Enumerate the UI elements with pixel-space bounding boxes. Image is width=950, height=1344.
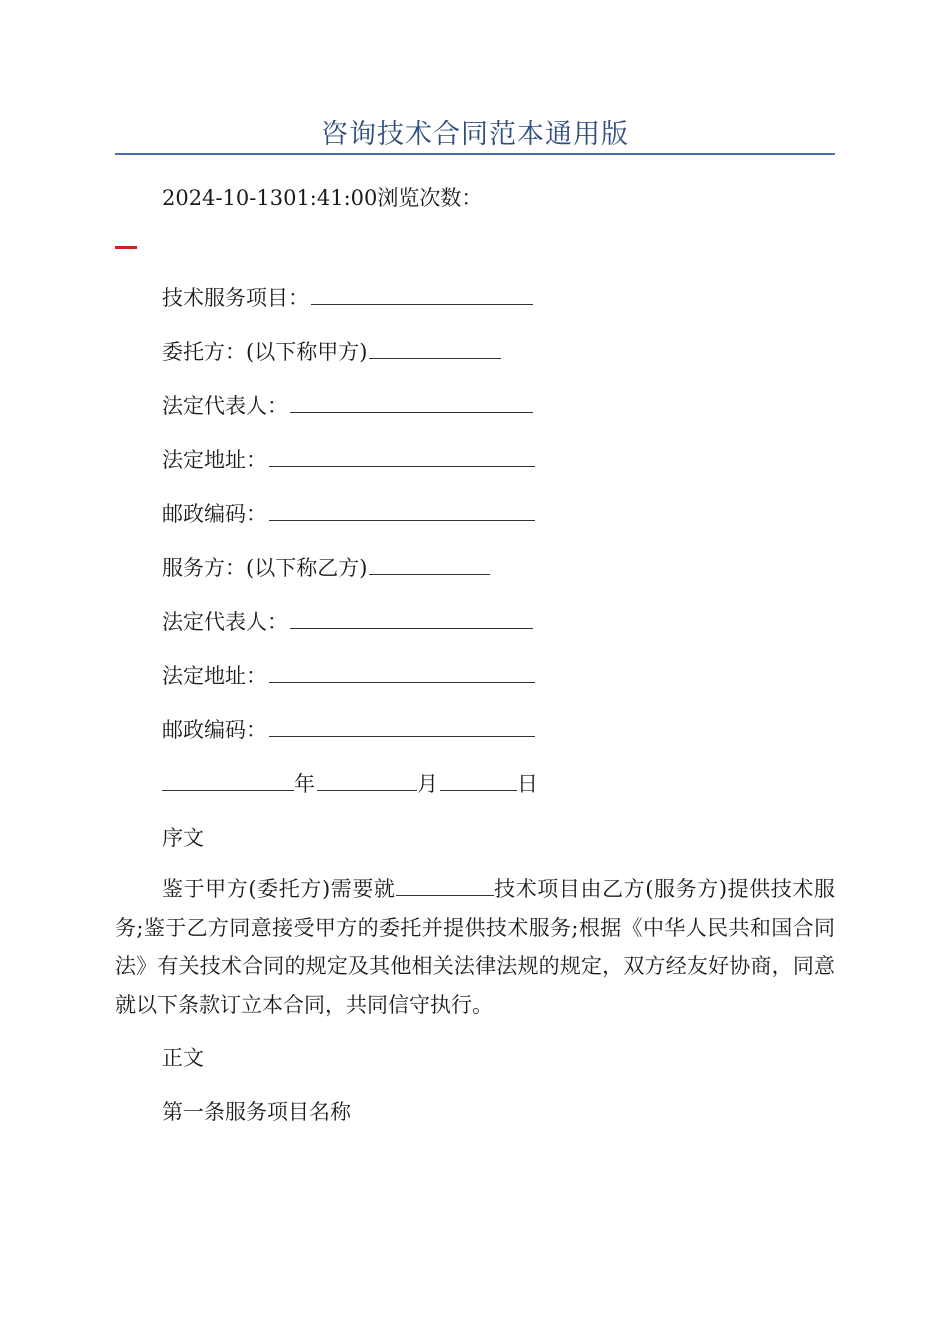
month-blank <box>317 772 417 791</box>
field-label: 法定代表人： <box>162 394 288 418</box>
field-provider-address <box>162 660 535 690</box>
blank-line <box>369 556 490 575</box>
views-label: 浏览次数： <box>377 186 483 210</box>
field-label: 邮政编码： <box>162 718 267 742</box>
red-marker <box>115 246 137 249</box>
field-label: 委托方：(以下称甲方) <box>162 340 368 364</box>
blank-line <box>290 394 533 413</box>
field-provider-rep <box>162 606 533 636</box>
project-blank <box>396 877 494 896</box>
field-label: 法定地址： <box>162 448 267 472</box>
day-blank <box>440 772 517 791</box>
meta-line <box>162 182 482 212</box>
field-client-rep <box>162 390 533 420</box>
field-service-project <box>162 282 533 312</box>
title-divider <box>115 153 835 155</box>
field-label: 法定代表人： <box>162 610 288 634</box>
document-title: 咨询技术合同范本通用版 <box>321 119 629 150</box>
blank-line <box>369 340 501 359</box>
date-line <box>162 768 538 798</box>
timestamp: 2024-10-1301:41:00 <box>162 186 378 210</box>
field-provider <box>162 552 490 582</box>
blank-line <box>269 502 535 521</box>
body-heading: 正文 <box>162 1046 204 1070</box>
blank-line <box>269 664 535 683</box>
month-label: 月 <box>417 772 438 796</box>
field-label: 技术服务项目： <box>162 286 309 310</box>
field-client <box>162 336 501 366</box>
field-provider-postcode <box>162 714 535 744</box>
article-1-heading: 第一条服务项目名称 <box>162 1100 351 1124</box>
day-label: 日 <box>517 772 538 796</box>
field-label: 法定地址： <box>162 664 267 688</box>
field-client-postcode <box>162 498 535 528</box>
field-client-address <box>162 444 535 474</box>
preface-paragraph <box>115 870 835 1024</box>
preface-heading: 序文 <box>162 826 204 850</box>
blank-line <box>311 286 533 305</box>
preface-part2: 技术项目由乙方(服务方)提供技术服务;鉴于乙方同意接受甲方的委托并提供技术服务;根据《中华人民共和国合同法》有关技术合同的规定及其他相关法律法规的规定，双方经友好协商，同意就以下条款订立本合同，共同信守执行。 <box>115 877 835 1017</box>
blank-line <box>269 448 535 467</box>
year-blank <box>162 772 294 791</box>
preface-part1: 鉴于甲方(委托方)需要就 <box>162 877 396 901</box>
field-label: 邮政编码： <box>162 502 267 526</box>
blank-line <box>269 718 535 737</box>
blank-line <box>290 610 533 629</box>
year-label: 年 <box>294 772 315 796</box>
field-label: 服务方：(以下称乙方) <box>162 556 368 580</box>
